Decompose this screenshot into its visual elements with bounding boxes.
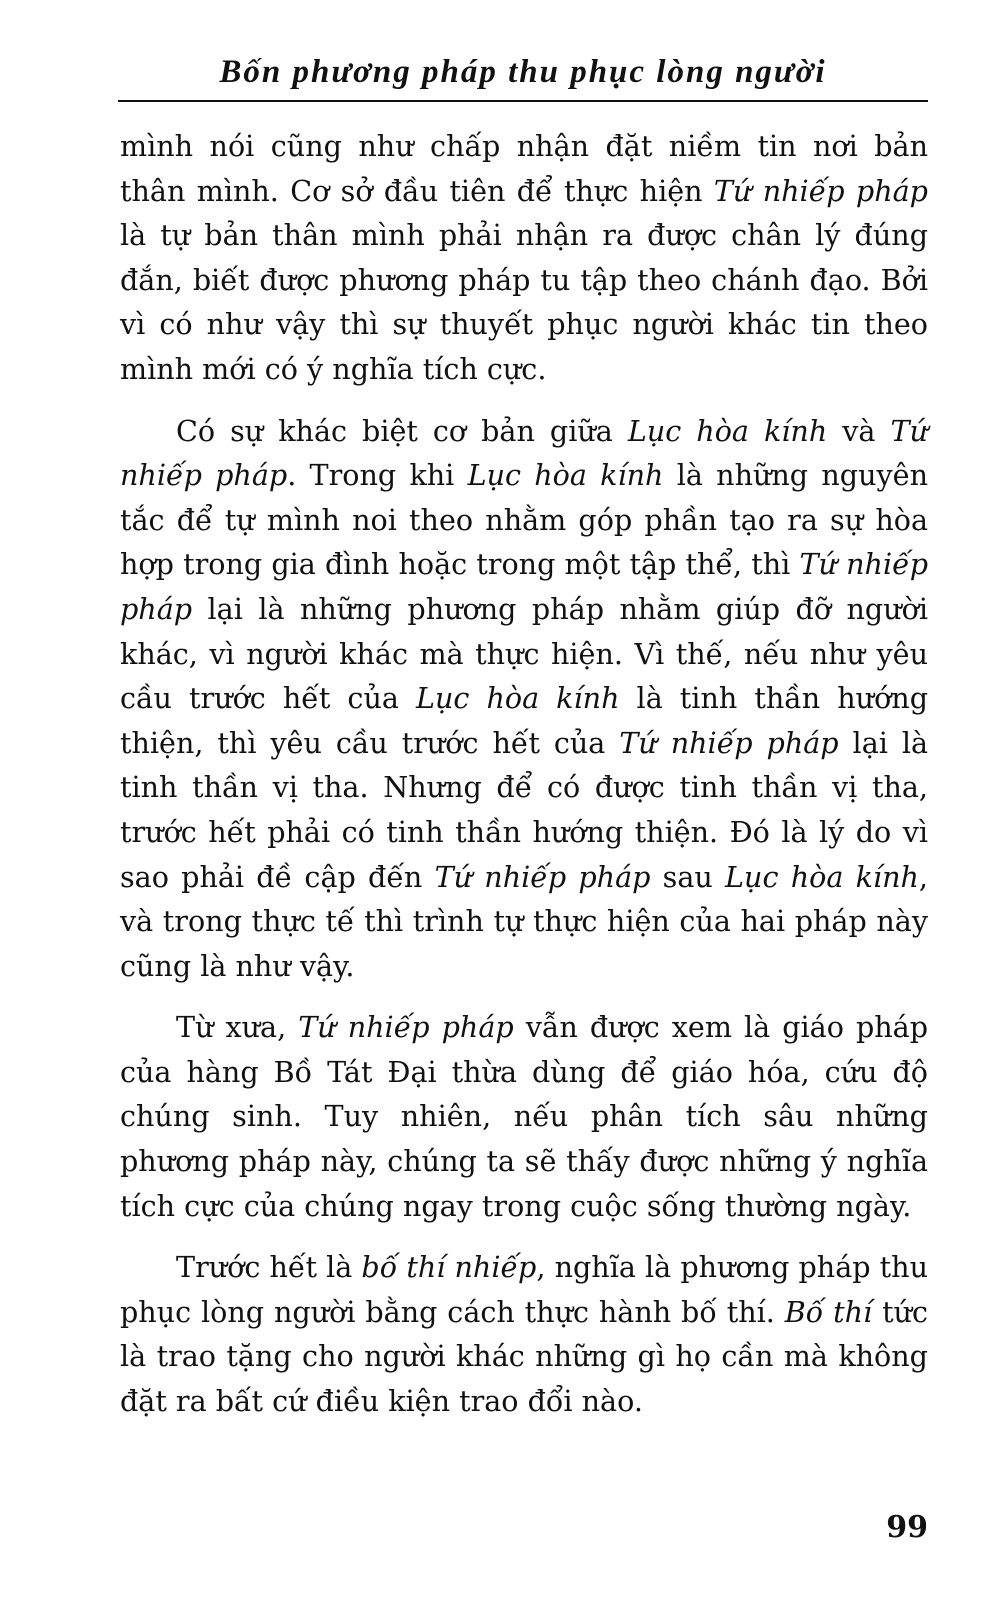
- text-run: là tự bản thân mình phải nhận ra được chân lý đúng đắn, biết được phương pháp tu tập theo chánh đạo. Bởi vì có như vậy thì sự thuyết phục người khác tin theo mình mới có ý nghĩa tích cực.: [120, 218, 928, 386]
- text-run: . Trong khi: [287, 458, 468, 493]
- italic-term: Tứ nhiếp pháp: [434, 859, 651, 894]
- header-rule: [118, 100, 928, 102]
- paragraph: [120, 1245, 928, 1423]
- italic-term: Tứ nhiếp pháp: [619, 725, 839, 760]
- text-run: , và trong thực tế thì trình tự thực hiện của hai pháp này cũng là như vậy.: [120, 859, 928, 983]
- page-number: 99: [886, 1510, 928, 1545]
- italic-term: Lục hòa kính: [627, 413, 828, 448]
- paragraph: [120, 124, 928, 392]
- italic-term: Lục hòa kính: [725, 859, 919, 894]
- italic-term: Bố thí: [784, 1294, 873, 1329]
- text-run: là tinh thần hướng thiện, thì yêu cầu trước hết của: [120, 681, 929, 760]
- text-run: lại là những phương pháp nhằm giúp đỡ người khác, vì người khác mà thực hiện. Vì thế, nếu như yêu cầu trước hết của: [120, 591, 928, 716]
- italic-term: Lục hòa kính: [415, 681, 620, 716]
- text-run: Có sự khác biệt cơ bản giữa: [176, 413, 628, 448]
- italic-term: Tứ nhiếp pháp: [120, 547, 929, 626]
- text-run: lại là tinh thần vị tha. Nhưng để có được tinh thần vị tha, trước hết phải có tinh thần hướng thiện. Đó là lý do vì sao phải đề cập đến: [120, 725, 929, 894]
- text-run: , nghĩa là phương pháp thu phục lòng người bằng cách thực hành bố thí.: [120, 1250, 929, 1329]
- italic-term: Lục hòa kính: [467, 458, 664, 493]
- text-run: và: [827, 413, 891, 448]
- text-run: là những nguyên tắc để tự mình noi theo nhằm góp phần tạo ra sự hòa hợp trong gia đình hoặc trong một tập thể, thì: [120, 458, 928, 582]
- italic-term: bố thí nhiếp: [361, 1250, 537, 1285]
- text-run: sau: [650, 859, 726, 894]
- text-run: Từ xưa,: [176, 1010, 299, 1045]
- body-text: [120, 124, 928, 1424]
- text-run: Trước hết là: [176, 1250, 362, 1285]
- paragraph: [120, 1005, 928, 1228]
- paragraph: [120, 409, 928, 989]
- text-run: mình nói cũng như chấp nhận đặt niềm tin nơi bản thân mình. Cơ sở đầu tiên để thực hiện: [120, 129, 928, 208]
- running-header-title: Bốn phương pháp thu phục lòng người: [219, 54, 827, 90]
- text-run: tức là trao tặng cho người khác những gì họ cần mà không đặt ra bất cứ điều kiện trao đổi nào.: [120, 1294, 929, 1419]
- italic-term: Tứ nhiếp pháp: [298, 1010, 514, 1045]
- italic-term: Tứ nhiếp pháp: [120, 413, 928, 493]
- italic-term: Tứ nhiếp pháp: [713, 173, 928, 208]
- text-run: vẫn được xem là giáo pháp của hàng Bồ Tát Đại thừa dùng để giáo hóa, cứu độ chúng sinh. Tuy nhiên, nếu phân tích sâu những phương pháp này, chúng ta sẽ thấy được những ý nghĩa tích cực của chúng ngay trong cuộc sống thường ngày.: [120, 1010, 929, 1223]
